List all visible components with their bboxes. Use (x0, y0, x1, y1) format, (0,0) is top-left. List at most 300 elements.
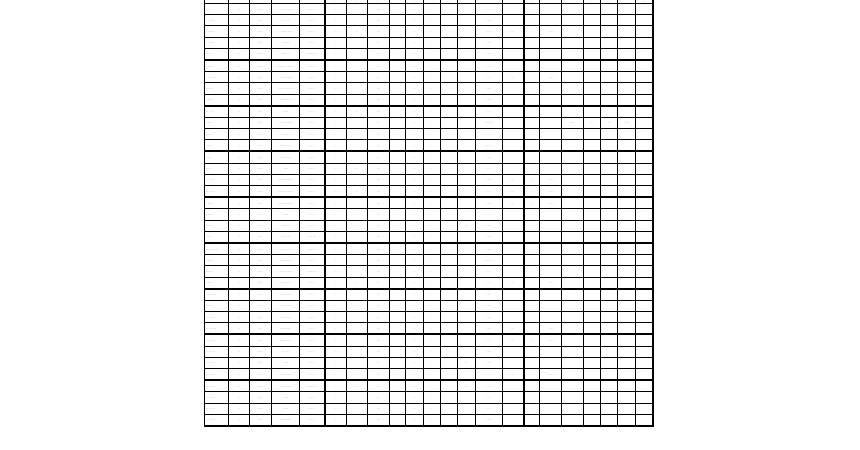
table-cell (502, 346, 524, 357)
table-cell (502, 163, 524, 174)
table-cell (635, 334, 653, 346)
table-cell: ···· (250, 37, 272, 48)
table-cell: ······ (205, 300, 229, 311)
table-cell: ·· (406, 220, 423, 231)
table-cell (618, 289, 635, 301)
table-cell (502, 117, 524, 128)
table-cell: · (524, 380, 540, 392)
table-cell: ·· (325, 106, 347, 118)
table-cell (583, 300, 600, 311)
table-cell (502, 266, 524, 277)
table-cell: ······ ······· (271, 117, 300, 128)
table-cell (502, 243, 524, 255)
table-cell: ·· (325, 255, 347, 266)
table-cell: · (440, 231, 457, 243)
table-cell (635, 312, 653, 323)
table-cell: ··· (583, 117, 600, 128)
table-cell: · (389, 186, 405, 198)
table-row (205, 186, 654, 198)
table-row (205, 174, 654, 185)
table-cell: ··· (368, 129, 390, 140)
table-cell: ···· (250, 334, 272, 346)
table-cell: ··· · · (300, 403, 325, 414)
table-cell: · (389, 4, 405, 15)
column-header: · · · (440, 0, 457, 4)
table-cell (635, 106, 653, 118)
table-cell (458, 277, 475, 289)
table-cell: ·· (406, 15, 423, 26)
table-cell: ···· (475, 15, 502, 26)
table-cell: ···· (250, 197, 272, 209)
table-cell (635, 60, 653, 72)
table-cell: ·· (325, 277, 347, 289)
table-cell: ··· · · (300, 197, 325, 209)
table-cell (583, 186, 600, 198)
table-cell: ·· ·· ··· (205, 346, 229, 357)
table-cell: ·· (406, 369, 423, 381)
table-cell: ·· (406, 26, 423, 37)
table-cell: · (524, 243, 540, 255)
table-cell: ··· (368, 174, 390, 185)
table-cell (458, 37, 475, 48)
table-cell (635, 231, 653, 243)
table-cell: · (524, 323, 540, 335)
table-cell (540, 346, 562, 357)
table-cell (618, 37, 635, 48)
table-cell: ······· (205, 277, 229, 289)
table-cell (540, 220, 562, 231)
table-cell (562, 220, 584, 231)
table-cell: ···· (250, 72, 272, 83)
table-cell: · (524, 369, 540, 381)
table-cell: · (423, 26, 440, 37)
table-cell (635, 323, 653, 335)
table-cell (562, 357, 584, 368)
table-cell: ···· (475, 48, 502, 60)
table-row (205, 323, 654, 335)
table-cell: · ····· (205, 209, 229, 220)
table-cell (601, 209, 618, 220)
table-cell (618, 151, 635, 163)
table-cell (583, 106, 600, 118)
table-cell: ···· (540, 186, 562, 198)
table-cell: · (346, 15, 368, 26)
table-cell: · · ···· (205, 37, 229, 48)
table-cell: ··· (502, 369, 524, 381)
table-cell (458, 117, 475, 128)
table-cell: · (524, 60, 540, 72)
table-cell: · ······ ···· (271, 26, 300, 37)
table-cell: ·· (406, 403, 423, 414)
table-cell: ·· (406, 83, 423, 94)
table-cell (502, 414, 524, 426)
table-cell: ·· (406, 48, 423, 60)
table-cell: · (524, 72, 540, 83)
table-cell: ·· (228, 72, 250, 83)
table-cell: ·· (406, 37, 423, 48)
table-cell: ··· (502, 26, 524, 37)
table-cell (583, 243, 600, 255)
table-cell (583, 220, 600, 231)
table-cell: ··· (458, 357, 475, 368)
table-cell (618, 106, 635, 118)
table-cell: ·· (325, 357, 347, 368)
table-cell: · (346, 174, 368, 185)
table-cell: · (440, 277, 457, 289)
table-cell (562, 60, 584, 72)
table-cell (583, 277, 600, 289)
table-cell: ····· (205, 129, 229, 140)
table-cell: · ······ (205, 26, 229, 37)
table-cell: ·· (228, 15, 250, 26)
table-cell (458, 392, 475, 403)
table-cell (458, 140, 475, 152)
table-cell: · (389, 231, 405, 243)
table-cell: · (423, 60, 440, 72)
table-row (205, 117, 654, 128)
table-cell: ···· (250, 414, 272, 426)
table-cell (618, 255, 635, 266)
table-cell: ·· ·· ·· (205, 174, 229, 185)
table-cell: ·· (406, 323, 423, 335)
table-cell: · (423, 380, 440, 392)
table-cell: ···· (250, 83, 272, 94)
table-cell: ···· (250, 209, 272, 220)
table-cell (583, 151, 600, 163)
table-cell: ·· ····· ··· (205, 243, 229, 255)
table-cell: ···· (475, 231, 502, 243)
table-cell: ·· (228, 117, 250, 128)
table-cell: · (389, 26, 405, 37)
table-cell: · (440, 403, 457, 414)
table-cell: ·· (228, 300, 250, 311)
table-cell: ·· ·· ··· (205, 357, 229, 368)
table-cell: ······· ···· (271, 380, 300, 392)
table-cell: ·· (406, 346, 423, 357)
table-cell: ··· · · (300, 414, 325, 426)
column-header: · · · (325, 0, 347, 4)
table-cell: ······· ··· (271, 140, 300, 152)
table-cell: ·· (406, 334, 423, 346)
table-cell: ·· (228, 48, 250, 60)
table-cell (502, 312, 524, 323)
table-cell (618, 72, 635, 83)
table-cell: ····· (562, 117, 584, 128)
table-cell (635, 289, 653, 301)
table-cell: ·· (228, 289, 250, 301)
table-cell (601, 277, 618, 289)
table-cell: ··· (368, 26, 390, 37)
table-cell: ·· (325, 129, 347, 140)
table-cell (502, 289, 524, 301)
table-cell (583, 60, 600, 72)
table-cell: ·· (325, 323, 347, 335)
table-cell: ·· (524, 334, 540, 346)
table-cell: · (389, 357, 405, 368)
table-cell (618, 323, 635, 335)
table-cell: · (346, 323, 368, 335)
table-cell (601, 403, 618, 414)
table-cell (635, 83, 653, 94)
table-cell (502, 15, 524, 26)
table-cell: ··· (502, 174, 524, 185)
table-cell (458, 129, 475, 140)
table-cell: ·· (406, 380, 423, 392)
table-row (205, 37, 654, 48)
table-cell: ··· (368, 106, 390, 118)
table-cell: · (389, 323, 405, 335)
table-cell (458, 197, 475, 209)
table-cell: ···· (250, 15, 272, 26)
table-cell: ··· · · (300, 323, 325, 335)
table-row (205, 26, 654, 37)
table-row (205, 312, 654, 323)
table-cell: · (389, 414, 405, 426)
table-cell: ·· (406, 60, 423, 72)
table-cell: ··· · · (300, 346, 325, 357)
table-cell: ··· (368, 163, 390, 174)
table-cell: ··· · · (300, 163, 325, 174)
table-cell: ·· (524, 174, 540, 185)
table-cell: · (423, 163, 440, 174)
table-cell: ·· (228, 323, 250, 335)
table-cell: ··· · · (300, 277, 325, 289)
table-cell (458, 4, 475, 15)
table-cell (618, 312, 635, 323)
table-cell: · (524, 83, 540, 94)
table-cell: · (389, 174, 405, 185)
column-header: · · (601, 0, 618, 4)
table-cell: ·· (325, 117, 347, 128)
table-cell: · (524, 220, 540, 231)
table-cell (583, 380, 600, 392)
table-cell (562, 15, 584, 26)
table-cell (458, 83, 475, 94)
table-cell: · ····· ·· (271, 37, 300, 48)
table-cell (458, 174, 475, 185)
table-cell (540, 106, 562, 118)
table-cell: · (423, 209, 440, 220)
table-cell (562, 323, 584, 335)
table-cell: ···· (250, 140, 272, 152)
table-cell: ···· (475, 300, 502, 311)
table-cell (562, 380, 584, 392)
table-cell (583, 323, 600, 335)
table-cell: ···· (475, 197, 502, 209)
table-cell: ·· (325, 197, 347, 209)
table-cell: ··· · · (300, 300, 325, 311)
table-cell (635, 255, 653, 266)
table-cell (601, 220, 618, 231)
table-cell (562, 72, 584, 83)
table-cell: · (389, 266, 405, 277)
table-cell: · ·· · ·· ··· ·· (271, 4, 300, 15)
table-row (205, 334, 654, 346)
table-cell (583, 48, 600, 60)
table-cell (635, 37, 653, 48)
table-cell (540, 209, 562, 220)
table-cell: · (423, 323, 440, 335)
table-cell: · (423, 334, 440, 346)
table-cell: ···· (540, 323, 562, 335)
table-cell: ·· (406, 357, 423, 368)
table-cell: ······ ······ (271, 289, 300, 301)
table-cell: ··· (368, 220, 390, 231)
table-cell (562, 266, 584, 277)
table-cell: ···· (250, 403, 272, 414)
table-cell: ·· (325, 334, 347, 346)
table-cell (635, 414, 653, 426)
table-cell: · (346, 231, 368, 243)
table-row (205, 369, 654, 381)
table-cell: · ·· (475, 266, 502, 277)
table-cell (540, 140, 562, 152)
column-header: · · (524, 0, 540, 4)
table-cell (540, 312, 562, 323)
table-cell: · (440, 48, 457, 60)
table-cell (540, 392, 562, 403)
table-cell (502, 151, 524, 163)
table-row (205, 300, 654, 311)
table-row (205, 346, 654, 357)
table-cell: · (346, 37, 368, 48)
table-cell: · (440, 60, 457, 72)
table-cell (601, 243, 618, 255)
table-cell: ·· (325, 346, 347, 357)
table-cell: · ·· (475, 209, 502, 220)
table-cell: ·· (228, 266, 250, 277)
table-cell (635, 129, 653, 140)
table-cell (458, 312, 475, 323)
table-cell: ···· (540, 334, 562, 346)
table-cell: · (346, 289, 368, 301)
table-cell: ··· (458, 220, 475, 231)
table-cell (601, 334, 618, 346)
table-cell: ···· (250, 48, 272, 60)
table-cell: ·· (346, 277, 368, 289)
table-cell: ···· (250, 129, 272, 140)
table-cell: ··· · · (300, 357, 325, 368)
table-row (205, 220, 654, 231)
table-cell: ···· (250, 312, 272, 323)
table-cell: ···· (475, 37, 502, 48)
table-cell: ··· (368, 380, 390, 392)
table-cell: ·· (228, 392, 250, 403)
table-cell (583, 369, 600, 381)
table-cell: · (440, 300, 457, 311)
table-cell: ····· ··· (300, 380, 325, 392)
table-cell: ···· · (475, 26, 502, 37)
table-cell: ·· (228, 357, 250, 368)
column-header: · (562, 0, 584, 4)
table-cell: ····· ·· (271, 48, 300, 60)
table-cell: · ·· (475, 60, 502, 72)
table-cell (583, 231, 600, 243)
table-row (205, 60, 654, 72)
table-cell (502, 94, 524, 106)
table-cell (562, 403, 584, 414)
table-cell: ······ (205, 140, 229, 152)
table-cell (562, 26, 584, 37)
table-cell: ·· ·· ·· (205, 106, 229, 118)
table-cell: ·· (228, 403, 250, 414)
table-cell: · (440, 151, 457, 163)
column-header: · · (406, 0, 423, 4)
table-cell: · (346, 300, 368, 311)
table-cell: · (346, 243, 368, 255)
table-cell: · (440, 83, 457, 94)
table-cell (583, 15, 600, 26)
table-cell (583, 83, 600, 94)
table-cell (618, 83, 635, 94)
table-cell: ·· (406, 140, 423, 152)
table-cell (540, 48, 562, 60)
table-cell: ·· (228, 334, 250, 346)
table-cell (618, 231, 635, 243)
table-cell: ··· (368, 209, 390, 220)
table-cell: ··· · · (300, 15, 325, 26)
table-cell: · (389, 163, 405, 174)
table-cell: ···· (250, 117, 272, 128)
table-cell: · (389, 392, 405, 403)
table-cell (601, 83, 618, 94)
table-cell: · (524, 186, 540, 198)
table-cell: · (440, 357, 457, 368)
table-cell: ·· (228, 231, 250, 243)
table-cell: ··· · · (300, 369, 325, 381)
table-cell: · (346, 209, 368, 220)
table-cell: ···· (475, 346, 502, 357)
column-header: · · (368, 0, 390, 4)
table-row (205, 277, 654, 289)
table-cell: ···· (250, 60, 272, 72)
table-cell: ··· · · (300, 174, 325, 185)
table-cell (502, 60, 524, 72)
table-cell: ·· (228, 129, 250, 140)
table-cell: · (524, 48, 540, 60)
table-cell (502, 255, 524, 266)
table-cell: · (389, 346, 405, 357)
table-cell: · (440, 37, 457, 48)
table-cell: · · (205, 4, 229, 15)
table-cell: ·· (325, 369, 347, 381)
table-cell: ·· (325, 140, 347, 152)
table-cell: ··· (368, 48, 390, 60)
table-cell: ····· ··· (300, 243, 325, 255)
table-cell: ··· (368, 231, 390, 243)
table-cell: · (524, 151, 540, 163)
table-cell: ······· ····· (271, 266, 300, 277)
table-cell: ·· (325, 392, 347, 403)
table-cell (458, 15, 475, 26)
table-cell: · (423, 151, 440, 163)
table-cell (601, 163, 618, 174)
table-cell: · (423, 266, 440, 277)
table-cell (635, 357, 653, 368)
table-cell (635, 48, 653, 60)
table-row (205, 4, 654, 15)
table-cell: · (389, 117, 405, 128)
table-cell (458, 106, 475, 118)
table-cell: · (440, 106, 457, 118)
table-cell: ·· (228, 94, 250, 106)
table-cell: · (423, 403, 440, 414)
table-cell: ··· (368, 277, 390, 289)
table-cell (458, 48, 475, 60)
table-row (205, 231, 654, 243)
table-row (205, 83, 654, 94)
table-cell (601, 357, 618, 368)
